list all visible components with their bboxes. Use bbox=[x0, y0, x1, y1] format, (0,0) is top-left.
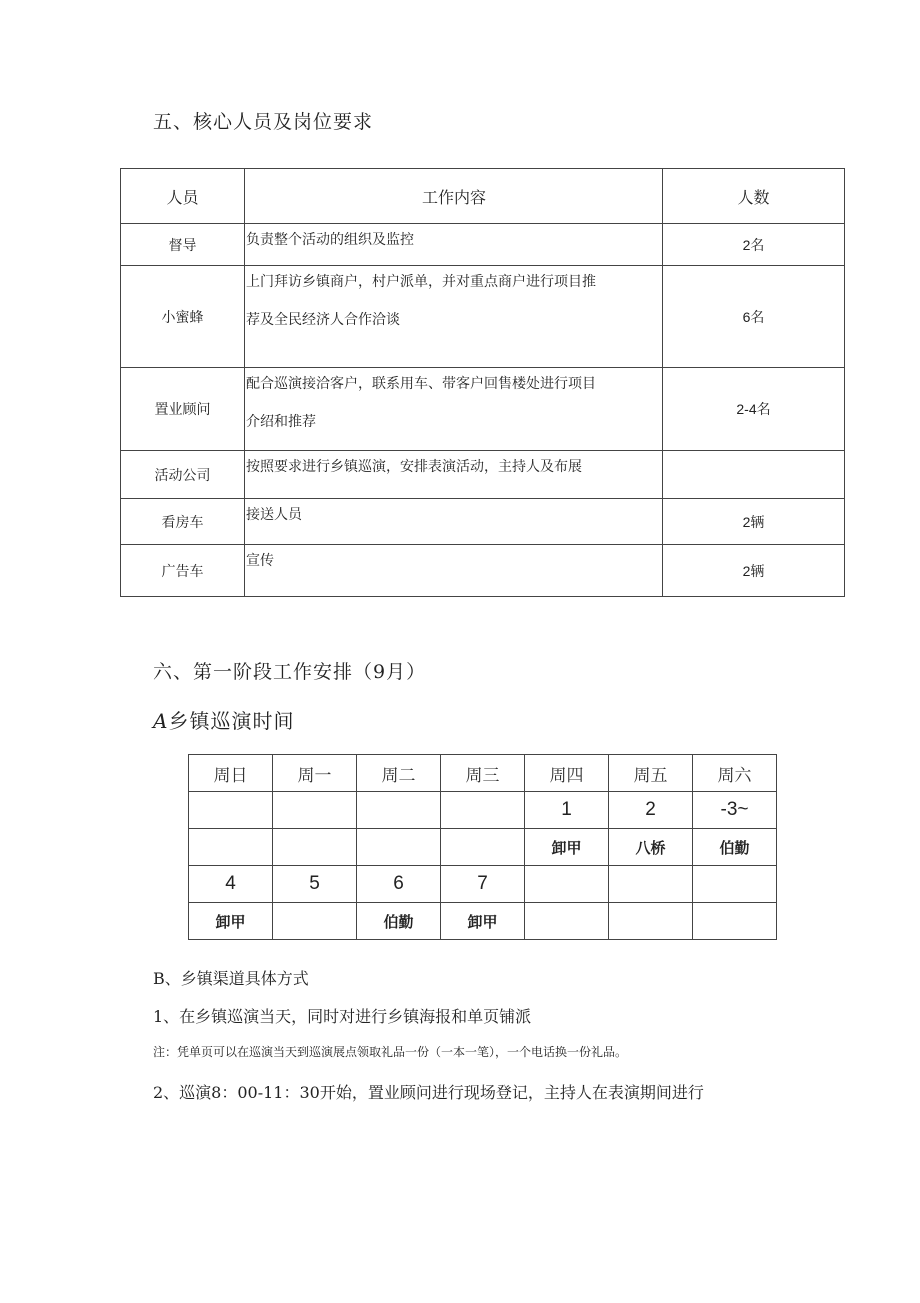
content-cell bbox=[245, 451, 663, 499]
date-cell: 7 bbox=[441, 866, 525, 903]
content-cell bbox=[245, 224, 663, 266]
header-role: 人员 bbox=[121, 169, 245, 224]
weekday-cell: 周日 bbox=[189, 755, 273, 792]
table-header-row bbox=[121, 169, 845, 224]
place-cell bbox=[525, 903, 609, 940]
date-cell bbox=[609, 866, 693, 903]
role-cell: 广告车 bbox=[121, 545, 245, 597]
date-cell: 6 bbox=[357, 866, 441, 903]
role-cell: 小蜜蜂 bbox=[121, 266, 245, 368]
table-row bbox=[121, 368, 845, 451]
count-cell: 2名 bbox=[663, 224, 845, 266]
content-line: 宣传 bbox=[246, 553, 274, 569]
content-line: 荐及全民经济人合作洽谈 bbox=[246, 312, 400, 328]
content-line: 配合巡演接洽客户，联系用车、带客户回售楼处进行项目 bbox=[246, 376, 596, 392]
count-cell: 2辆 bbox=[663, 499, 845, 545]
subsection-a-prefix: A bbox=[153, 709, 169, 733]
weekday-cell: 周一 bbox=[273, 755, 357, 792]
table-row bbox=[121, 499, 845, 545]
count-cell bbox=[663, 451, 845, 499]
date-cell bbox=[525, 866, 609, 903]
place-row bbox=[189, 903, 777, 940]
date-cell: 2 bbox=[609, 792, 693, 829]
place-cell: 伯勤 bbox=[693, 829, 777, 866]
role-cell: 看房车 bbox=[121, 499, 245, 545]
content-cell bbox=[245, 499, 663, 545]
date-cell: 1 bbox=[525, 792, 609, 829]
section-5-title: 五、核心人员及岗位要求 bbox=[153, 111, 374, 133]
count-cell: 6名 bbox=[663, 266, 845, 368]
content-cell bbox=[245, 545, 663, 597]
tour-calendar bbox=[188, 754, 777, 940]
role-cell: 置业顾问 bbox=[121, 368, 245, 451]
place-cell bbox=[357, 829, 441, 866]
place-row bbox=[189, 829, 777, 866]
list-item-2: 2、巡演8：00-11：30开始，置业顾问进行现场登记，主持人在表演期间进行 bbox=[153, 1083, 704, 1102]
header-count: 人数 bbox=[663, 169, 845, 224]
staff-table bbox=[120, 168, 845, 597]
subsection-a-title bbox=[153, 705, 294, 734]
note-text: 注：凭单页可以在巡演当天到巡演展点领取礼品一份（一本一笔），一个电话换一份礼品。 bbox=[153, 1045, 628, 1059]
date-cell bbox=[357, 792, 441, 829]
count-cell: 2-4名 bbox=[663, 368, 845, 451]
date-cell: -3~ bbox=[693, 792, 777, 829]
table-row bbox=[121, 224, 845, 266]
date-row bbox=[189, 792, 777, 829]
place-cell bbox=[609, 903, 693, 940]
header-content: 工作内容 bbox=[245, 169, 663, 224]
role-cell: 活动公司 bbox=[121, 451, 245, 499]
place-cell bbox=[441, 829, 525, 866]
place-cell bbox=[273, 903, 357, 940]
place-cell: 卸甲 bbox=[189, 903, 273, 940]
table-row bbox=[121, 451, 845, 499]
place-cell bbox=[693, 903, 777, 940]
content-line: 介绍和推荐 bbox=[246, 414, 316, 430]
content-line: 按照要求进行乡镇巡演，安排表演活动，主持人及布展 bbox=[246, 459, 582, 475]
table-row bbox=[121, 545, 845, 597]
weekday-cell: 周四 bbox=[525, 755, 609, 792]
content-cell bbox=[245, 368, 663, 451]
section-6-title: 六、第一阶段工作安排（9月） bbox=[153, 661, 427, 683]
subsection-a-text: 乡镇巡演时间 bbox=[168, 709, 295, 733]
date-cell bbox=[441, 792, 525, 829]
content-line: 负责整个活动的组织及监控 bbox=[246, 232, 414, 248]
weekday-cell: 周六 bbox=[693, 755, 777, 792]
list-item-1: 1、在乡镇巡演当天，同时对进行乡镇海报和单页铺派 bbox=[153, 1007, 532, 1026]
place-cell bbox=[273, 829, 357, 866]
subsection-b-title: B、乡镇渠道具体方式 bbox=[153, 969, 309, 988]
date-cell: 5 bbox=[273, 866, 357, 903]
content-cell bbox=[245, 266, 663, 368]
date-cell bbox=[693, 866, 777, 903]
place-cell: 卸甲 bbox=[525, 829, 609, 866]
weekday-row bbox=[189, 755, 777, 792]
place-cell: 八桥 bbox=[609, 829, 693, 866]
count-cell: 2辆 bbox=[663, 545, 845, 597]
date-cell bbox=[273, 792, 357, 829]
date-cell: 4 bbox=[189, 866, 273, 903]
place-cell: 卸甲 bbox=[441, 903, 525, 940]
content-line: 上门拜访乡镇商户，村户派单，并对重点商户进行项目推 bbox=[246, 274, 596, 290]
date-cell bbox=[189, 792, 273, 829]
content-line: 接送人员 bbox=[246, 507, 302, 523]
date-row bbox=[189, 866, 777, 903]
role-cell: 督导 bbox=[121, 224, 245, 266]
weekday-cell: 周五 bbox=[609, 755, 693, 792]
place-cell: 伯勤 bbox=[357, 903, 441, 940]
place-cell bbox=[189, 829, 273, 866]
weekday-cell: 周二 bbox=[357, 755, 441, 792]
weekday-cell: 周三 bbox=[441, 755, 525, 792]
table-row bbox=[121, 266, 845, 368]
